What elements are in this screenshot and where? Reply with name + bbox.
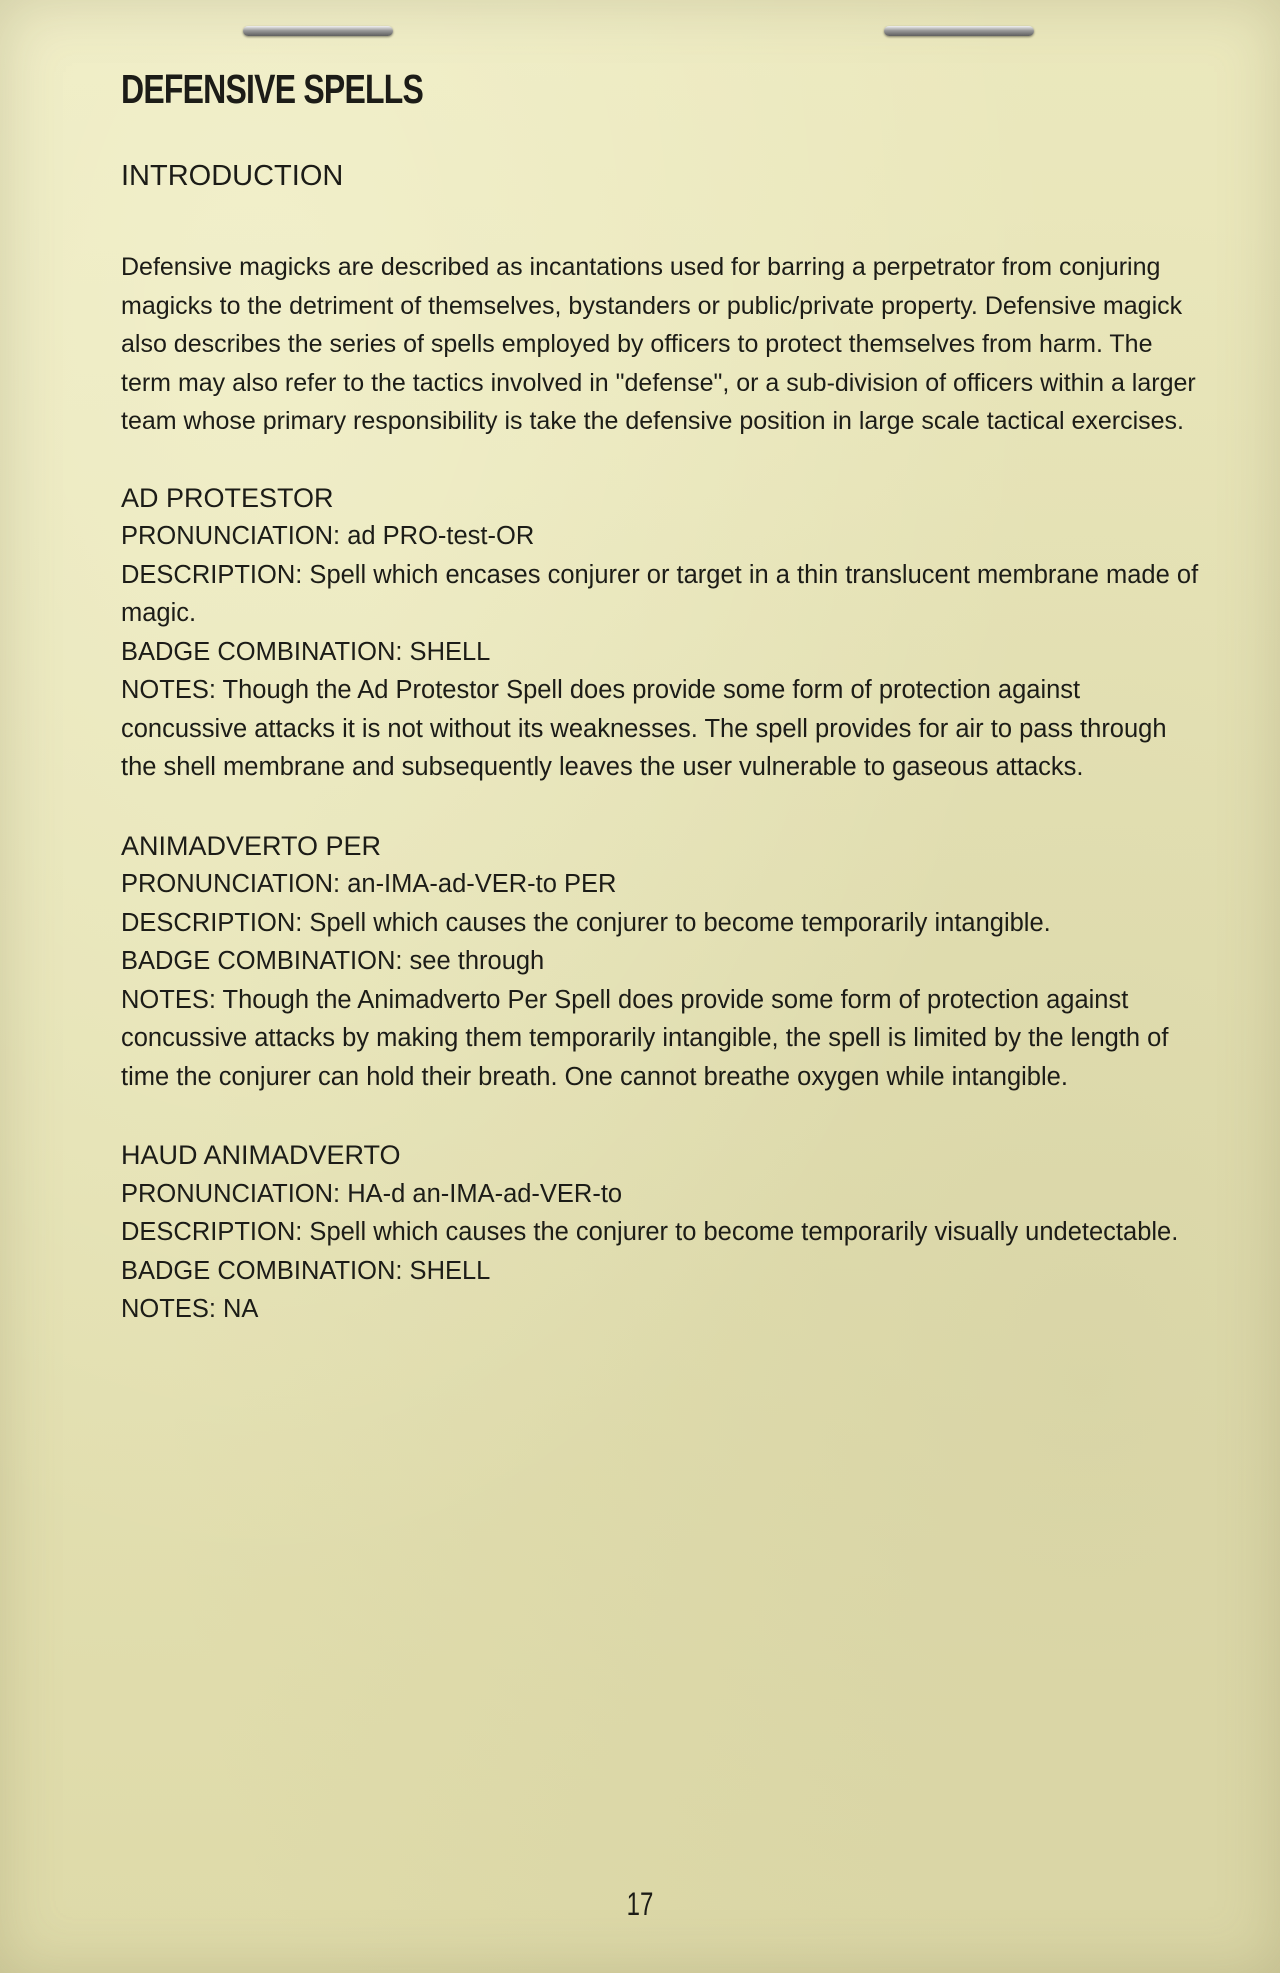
page-content xyxy=(121,64,1201,1329)
spell-description: DESCRIPTION: Spell which encases conjurer or target in a thin translucent membrane made of magic. xyxy=(121,560,1199,627)
spell-name: ANIMADVERTO PER xyxy=(121,830,382,861)
spell-badge-combination: BADGE COMBINATION: SHELL xyxy=(121,637,491,666)
page-title: DEFENSIVE SPELLS xyxy=(121,66,424,112)
spell-notes: NOTES: NA xyxy=(121,1295,259,1323)
spell-name: AD PROTESTOR xyxy=(121,482,334,513)
spell-entry-ad-protestor xyxy=(121,479,1201,787)
spell-notes: NOTES: Though the Animadverto Per Spell does provide some form of protection against concussive attacks by making them temporarily intangible, the spell is limited by the length of time the conjurer can hold their breath. One cannot breathe oxygen while intangible. xyxy=(121,985,1169,1091)
spell-entry-animadverto-per xyxy=(121,827,1201,1097)
spell-name: HAUD ANIMADVERTO xyxy=(121,1140,401,1170)
spell-badge-combination: BADGE COMBINATION: SHELL xyxy=(121,1256,491,1285)
spell-badge-combination: BADGE COMBINATION: see through xyxy=(121,947,545,975)
page-number: 17 xyxy=(626,1886,654,1922)
section-heading: INTRODUCTION xyxy=(121,160,344,192)
spell-description: DESCRIPTION: Spell which causes the conjurer to become temporarily intangible. xyxy=(121,908,1051,937)
staple-right xyxy=(884,26,1034,36)
spell-pronunciation: PRONUNCIATION: an-IMA-ad-VER-to PER xyxy=(121,870,617,898)
spell-entry-haud-animadverto xyxy=(121,1136,1201,1329)
spell-notes: NOTES: Though the Ad Protestor Spell does provide some form of protection against concussive attacks it is not without its weaknesses. The spell provides for air to pass through the shell membrane and subsequently leaves the user vulnerable to gaseous attacks. xyxy=(121,676,1167,781)
spell-pronunciation: PRONUNCIATION: ad PRO-test-OR xyxy=(121,522,535,550)
spell-description: DESCRIPTION: Spell which causes the conjurer to become temporarily visually undetectable. xyxy=(121,1218,1179,1246)
intro-paragraph: Defensive magicks are described as incantations used for barring a perpetrator from conjuring magicks to the detriment of themselves, bystanders or public/private property. Defensive magick also describes the series of spells employed by officers to protect themselves from harm. The term may also refer to the tactics involved in "defense", or a sub-division of officers within a larger team whose primary responsibility is take the defensive position in large scale tactical exercises. xyxy=(121,253,1196,435)
spell-pronunciation: PRONUNCIATION: HA-d an-IMA-ad-VER-to xyxy=(121,1179,623,1208)
staple-left xyxy=(243,26,393,36)
